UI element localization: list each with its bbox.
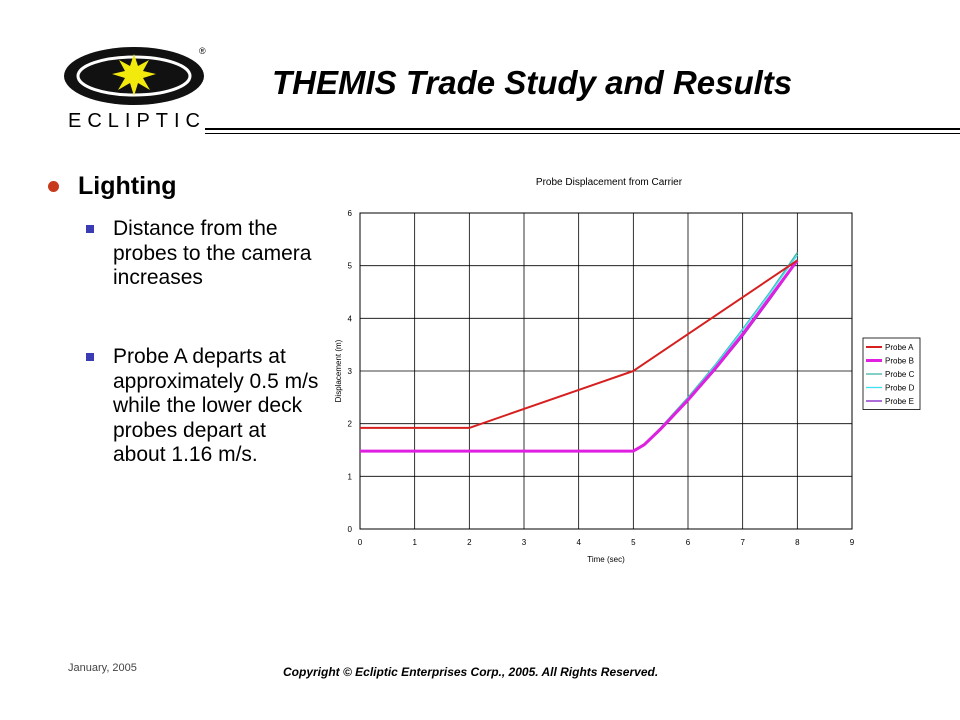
y-tick-label: 1 [347,472,352,482]
footer-copyright: Copyright © Ecliptic Enterprises Corp., 2005. All Rights Reserved. [283,665,659,679]
sub-bullet-text: Distance from the probes to the camera increases [113,217,312,289]
x-tick-label: 5 [631,538,636,547]
sub-bullet-text: Probe A departs at approximately 0.5 m/s while the lower deck probes depart at about 1.16 m/s. [113,345,319,466]
x-tick-label: 2 [467,538,472,547]
x-axis-label: Time (sec) [587,555,625,564]
registered-mark: ® [199,46,206,56]
logo-text: ECLIPTIC [67,110,207,132]
y-tick-label: 5 [347,261,352,271]
y-tick-label: 3 [347,367,352,376]
y-tick-label: 6 [347,209,352,218]
x-tick-label: 1 [412,538,417,547]
x-tick-label: 6 [685,538,691,547]
y-axis-label: Displacement (m) [334,339,343,403]
legend-label: Probe C [885,370,915,379]
y-tick-label: 0 [347,525,352,534]
legend-label: Probe E [885,397,914,406]
legend-label: Probe B [885,356,914,366]
chart-legend [863,338,920,410]
y-tick-label: 2 [347,419,352,429]
chart-title: Probe Displacement from Carrier [535,177,683,188]
x-tick-label: 8 [795,538,800,547]
bullet-heading: Lighting [78,172,177,200]
legend-label: Probe A [885,343,914,352]
legend-label: Probe D [885,383,915,393]
x-tick-label: 4 [576,538,581,547]
slide-title: THEMIS Trade Study and Results [272,64,793,101]
x-tick-label: 3 [521,538,527,547]
y-tick-label: 4 [347,314,352,324]
x-tick-label: 9 [849,538,855,547]
x-tick-label: 0 [357,538,363,547]
footer-date: January, 2005 [68,662,137,674]
x-tick-label: 7 [740,538,745,547]
